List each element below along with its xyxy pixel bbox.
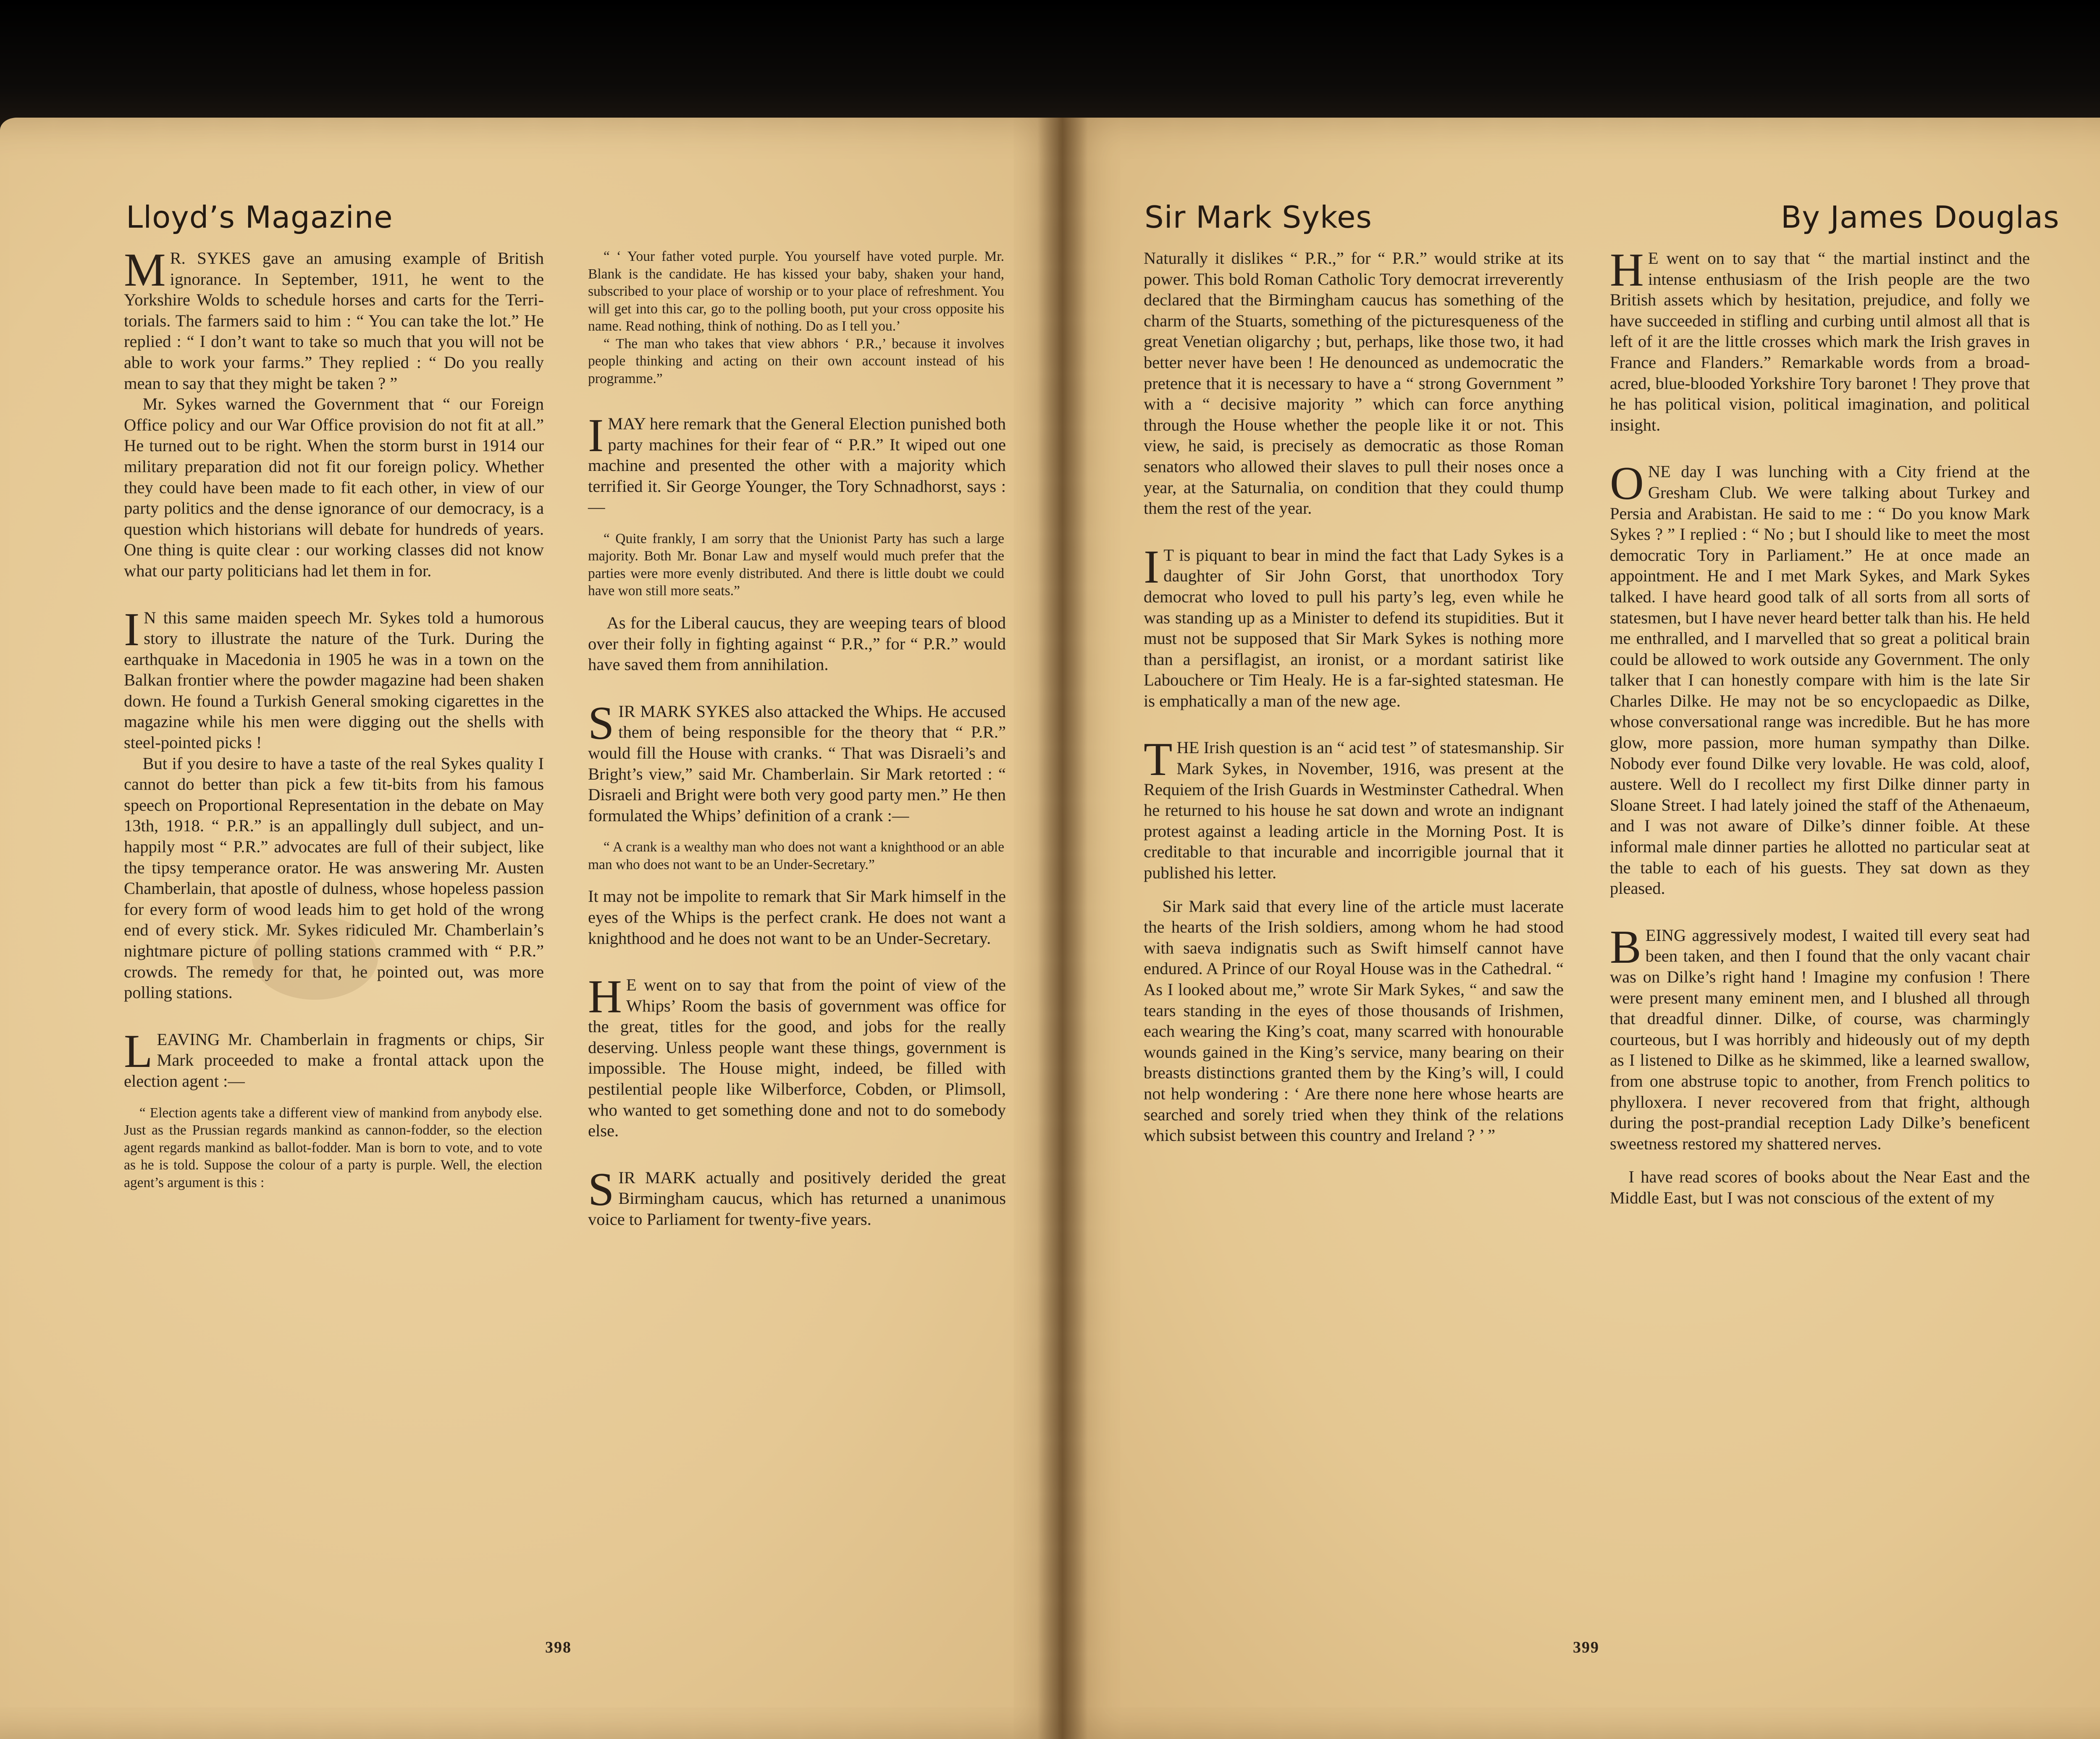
paragraph bbox=[588, 612, 1006, 675]
left-page-number: 398 bbox=[545, 1639, 572, 1656]
paragraph-text: “ The man who takes that view abhors ‘ P.R.,’ because it involves people thinking and acting on their own account instead of his programme.” bbox=[588, 336, 1004, 386]
paragraph-spacer bbox=[588, 826, 1006, 838]
paragraph-text: “ ‘ Your father voted purple. You yourself have voted purple. Mr. Blank is the candidate. He has kissed your baby, shaken your hand, subscribed to your place of worship or to your place of refreshment. You will get into this car, go to the polling booth, put your cross opposite his name. Read nothing, think of nothing. Do as I tell you.’ bbox=[588, 249, 1004, 334]
right-page-column-2 bbox=[1610, 244, 2030, 1208]
book-gutter bbox=[1037, 118, 1088, 1739]
paragraph-text: E went on to say that “ the martial instinct and the intense enthusiasm of the Irish people are the two British assets which by hesitation, prejudice, and folly we have succeeded in stifling and curbing until almost all that is left of it are the little crosses which mark the Irish graves in France and Flanders.” Remarkable words from a broad-acred, blue-blooded Yorkshire Tory baronet ! They prove that he has political vision, political imagination, and political insight. bbox=[1610, 249, 2030, 434]
paragraph bbox=[588, 697, 1006, 826]
drop-cap: M bbox=[124, 244, 166, 296]
paragraph-spacer bbox=[124, 581, 544, 607]
paragraph-text: “ Quite frankly, I am sorry that the Unionist Party has such a large majority. Both Mr. Bonar Law and myself would much prefer that the parties were more evenly distributed. And there is little doubt we could have won still more seats.” bbox=[588, 531, 1004, 599]
paragraph bbox=[1610, 1166, 2030, 1208]
paragraph-text: EING aggressively modest, I waited till every seat had been taken, and then I found that the only vacant chair was on Dilke’s right hand ! Imagine my confusion ! There were present many eminent men, and I blushed all through that dreadful dinner. Dilke, of course, was charmingly courteous, but I was horribly and hideously out of my depth as I listened to Dilke as he skimmed, like a learned swallow, from one abstruse topic to another, from French politics to phylloxera. I never recovered from that fright, although during the post-prandial reception Lady Dilke’s beneficent sweetness restored my shattered nerves. bbox=[1610, 925, 2030, 1153]
paragraph-spacer bbox=[1610, 899, 2030, 925]
paragraph-text: T is piquant to bear in mind the fact that Lady Sykes is a daughter of Sir John Gorst, that unorthodox Tory democrat who loved to pull his party’s leg, even while he was standing up as a Minister to defend its stupidities. But it must not be supposed that Sir Mark Sykes is nothing more than a persiflagist, an ironist, or a mordant satirist like Labouchere or Tim Healy. He is a far-sighted statesman. He is emphatically a man of the new age. bbox=[1144, 545, 1564, 710]
paragraph-text: As for the Liberal caucus, they are weeping tears of blood over their folly in fighting against “ P.R.,” for “ P.R.” would have saved them from annihilation. bbox=[588, 613, 1006, 674]
paragraph-spacer bbox=[124, 1003, 544, 1029]
right-page-number: 399 bbox=[1573, 1639, 1599, 1656]
paragraph bbox=[124, 394, 544, 581]
paragraph-text: HE Irish question is an “ acid test ” of statesmanship. Sir Mark Sykes, in November, 1916, was present at the Requiem of the Irish Guards in Westminster Cathedral. When he returned to his house he sat down and wrote an indignant protest against a leading article in the Morning Post. It is creditable to that incurable and incorrigible journal that it published his letter. bbox=[1144, 738, 1564, 883]
paragraph bbox=[1610, 244, 2030, 435]
paragraph-text: IR MARK SYKES also attacked the Whips. He accused them of being responsible for the theory that “ P.R.” would fill the House with cranks. “ That was Disraeli’s and Bright’s view,” said Mr. Chamberlain. Sir Mark retorted : “ Disraeli and Bright were both very good party men.” He then formulated the Whips’ definition of a crank :— bbox=[588, 701, 1006, 825]
block-quote bbox=[124, 1104, 542, 1192]
paragraph-text: EAVING Mr. Chamberlain in fragments or chips, Sir Mark proceeded to make a frontal attack upon the election agent :— bbox=[124, 1030, 544, 1090]
block-quote bbox=[588, 838, 1004, 873]
drop-cap: S bbox=[588, 697, 614, 749]
paragraph bbox=[124, 1025, 544, 1092]
paragraph-spacer bbox=[1144, 711, 1564, 737]
left-running-head: Lloyd’s Magazine bbox=[126, 200, 393, 235]
paragraph bbox=[1144, 733, 1564, 883]
paragraph-text: Sir Mark said that every line of the article must lacerate the hearts of the Irish soldiers, among whom he had stood with saeva indignatis such as Swift himself cannot have endured. A Prince of our Royal House was in the Cathedral. “ As I looked about me,” wrote Sir Mark Sykes, “ and saw the tears standing in the eyes of those thousands of Irishmen, each wearing the King’s coat, many scarred with honourable wounds gained in the King’s service, many bearing on their breasts distinctions granted them by the King’s will, I could not help wondering : ‘ Are there none here whose hearts are searched and sorely tried when they think of the relations which subsist between this country and Ireland ? ’ ” bbox=[1144, 896, 1564, 1145]
paragraph bbox=[1144, 541, 1564, 712]
paragraph bbox=[1610, 921, 2030, 1154]
block-quote bbox=[588, 335, 1004, 388]
paragraph-spacer bbox=[1610, 435, 2030, 461]
scanner-background bbox=[0, 0, 2100, 126]
left-page-column-1 bbox=[124, 244, 544, 1191]
drop-cap: B bbox=[1610, 921, 1641, 973]
block-quote bbox=[588, 530, 1004, 600]
right-running-head-byline: By James Douglas bbox=[1781, 200, 2060, 235]
paragraph-text: I have read scores of books about the Near East and the Middle East, but I was not conscious of the extent of my bbox=[1610, 1167, 2030, 1207]
paragraph bbox=[588, 886, 1006, 948]
paragraph bbox=[124, 603, 544, 753]
paragraph-text: E went on to say that from the point of view of the Whips’ Room the basis of government was office for the great, titles for the good, and jobs for the really deserving. Unless people want these things, government is impossible. The House might, indeed, be filled with pestilential people like Wilberforce, Cobden, or Plimsoll, who wanted to get something done and not to do somebody else. bbox=[588, 975, 1006, 1140]
right-page-column-1 bbox=[1144, 248, 1564, 1146]
paragraph-text: But if you desire to have a taste of the real Sykes quality I cannot do better than pick a few tit-bits from his famous speech on Proportional Representation in the debate on May 13th, 1918. “ P.R.” is an appallingly dull subject, and unhappily most “ P.R.” advocates are full of their subject, like the tipsy temperance orator. He was answering Mr. Austen Chamberlain, that apostle of dulness, whose hopeless passion for every form of wood leads him to get hold of the wrong end of every stick. Mr. Sykes ridiculed Mr. Chamberlain’s nightmare picture of polling stations crammed with “ P.R.” crowds. The remedy for that, he pointed out, was more polling stations. bbox=[124, 754, 544, 1002]
drop-cap: O bbox=[1610, 457, 1644, 510]
paragraph bbox=[1144, 896, 1564, 1146]
paragraph-text: R. SYKES gave an amusing example of British ignorance. In September, 1911, he went to the Yorkshire Wolds to schedule horses and carts for the Territorials. The farmers said to him : “ You can take the lot.” He replied : “ I don’t want to take so much that you will not be able to work your farms.” They replied : “ Do you really mean to say that they might be taken ? ” bbox=[124, 249, 544, 393]
paragraph-spacer bbox=[588, 873, 1006, 886]
paragraph-text: Naturally it dislikes “ P.R.,” for “ P.R.” would strike at its power. This bold Roman Catholic Tory democrat irreverently declared that the Birmingham caucus has something of the charm of the Stuarts, something of the picturesqueness of the great Venetian oligarchy ; but, perhaps, like those two, it had better never have been ! He denounced as undemocratic the pretence that it is necessary to have a “ strong Government ” with a “ decisive majority ” which can force anything through the House whether the people like it or not. This view, he said, is precisely as democratic as those Roman senators who allowed their slaves to pull their noses once a year, at the Saturnalia, on condition that they could thump them the rest of the year. bbox=[1144, 249, 1564, 518]
drop-cap: T bbox=[1144, 733, 1173, 786]
paragraph-spacer bbox=[588, 1141, 1006, 1167]
paragraph-spacer bbox=[124, 1092, 544, 1104]
paragraph-text: “ Election agents take a different view of mankind from anybody else. Just as the Prussian regards mankind as cannon-fodder, so the election agent regards mankind as ballot-fodder. Man is born to vote, and to vote as he is told. Suppose the colour of a party is purple. Well, the election agent’s argument is this : bbox=[124, 1105, 542, 1190]
paragraph-spacer bbox=[1144, 519, 1564, 545]
right-page bbox=[1058, 118, 2100, 1739]
paragraph-text: NE day I was lunching with a City friend at the Gresham Club. We were talking about Turkey and Persia and Arabistan. He said to me : “ Do you know Mark Sykes ? ” I replied : “ No ; but I should like to meet the most democratic Tory in Parliament.” He at once made an appointment. He and I met Mark Sykes, and Mark Sykes talked. I have heard good talk of all sorts from all sorts of statesmen, but I have never heard better talk than his. He held me enthralled, and I marvelled that so great a political brain could be allowed to work outside any Government. The only talker that I can honestly compare with him is the late Sir Charles Dilke. He may not be so encyclopaedic as Dilke, whose conversational range was incredible. But he has more glow, more passion, more human sympathy than Dilke. Nobody ever found Dilke very lovable. He was cold, aloof, austere. Well do I recollect my first Dilke dinner party in Sloane Street. I had lately joined the staff of the Athenaeum, and I was not aware of Dilke’s dinner foible. At these informal male dinner parties he allotted no particular seat at the table to each of his guests. They sat down as they pleased. bbox=[1610, 462, 2030, 898]
paragraph-spacer bbox=[588, 948, 1006, 975]
paper-stain bbox=[252, 916, 378, 1000]
paragraph-text: MAY here remark that the General Election punished both party machines for their fear of “ P.R.” It wiped out one machine and presented the other with a majority which terrified it. Sir George Younger, the Tory Schnadhorst, says :— bbox=[588, 414, 1006, 517]
left-page bbox=[0, 118, 1067, 1739]
drop-cap: I bbox=[588, 410, 604, 462]
paragraph bbox=[588, 1163, 1006, 1230]
paragraph bbox=[588, 971, 1006, 1141]
drop-cap: H bbox=[1610, 244, 1644, 296]
block-quote bbox=[588, 248, 1004, 335]
paragraph-spacer bbox=[1144, 883, 1564, 896]
drop-cap: L bbox=[124, 1025, 153, 1077]
drop-cap: I bbox=[1144, 541, 1160, 593]
drop-cap: I bbox=[124, 603, 140, 656]
paragraph-text: It may not be impolite to remark that Sir Mark himself in the eyes of the Whips is the perfect crank. He does not want a knighthood and he does not want to be an Under-Secretary. bbox=[588, 887, 1006, 948]
drop-cap: H bbox=[588, 971, 622, 1023]
paragraph-spacer bbox=[588, 675, 1006, 701]
paragraph bbox=[1144, 248, 1564, 519]
paragraph-text: IR MARK actually and positively derided the great Birmingham caucus, which has returned a unanimous voice to Parliament for twenty-five years. bbox=[588, 1168, 1006, 1229]
paragraph bbox=[588, 410, 1006, 517]
paragraph-spacer bbox=[588, 387, 1006, 413]
paragraph-text: Mr. Sykes warned the Government that “ our Foreign Office policy and our War Office provision do not fit at all.” He turned out to be right. When the storm burst in 1914 our military preparation did not fit our foreign policy. Whether they could have been made to fit each other, in view of our party politics and the dense ignorance of our democracy, is a question which historians will debate for hundreds of years. One thing is quite clear : our working classes did not know what our party politicians had let them in for. bbox=[124, 394, 544, 580]
left-page-column-2 bbox=[588, 248, 1006, 1230]
paragraph bbox=[1610, 457, 2030, 898]
paragraph-spacer bbox=[588, 517, 1006, 530]
paragraph-text: “ A crank is a wealthy man who does not want a knighthood or an able man who does not want to be an Under-Secretary.” bbox=[588, 839, 1004, 872]
paragraph-spacer bbox=[588, 600, 1006, 612]
paragraph-text: N this same maiden speech Mr. Sykes told a humorous story to illustrate the nature of the Turk. During the earthquake in Macedonia in 1905 he was in a town on the Balkan frontier where the powder magazine had been shaken down. He found a Turkish General smoking cigarettes in the magazine while his men were digging out the shells with steel-pointed picks ! bbox=[124, 608, 544, 752]
paragraph bbox=[124, 244, 544, 394]
paragraph-spacer bbox=[1610, 1154, 2030, 1166]
drop-cap: S bbox=[588, 1163, 614, 1216]
right-running-head-title: Sir Mark Sykes bbox=[1144, 200, 1372, 235]
